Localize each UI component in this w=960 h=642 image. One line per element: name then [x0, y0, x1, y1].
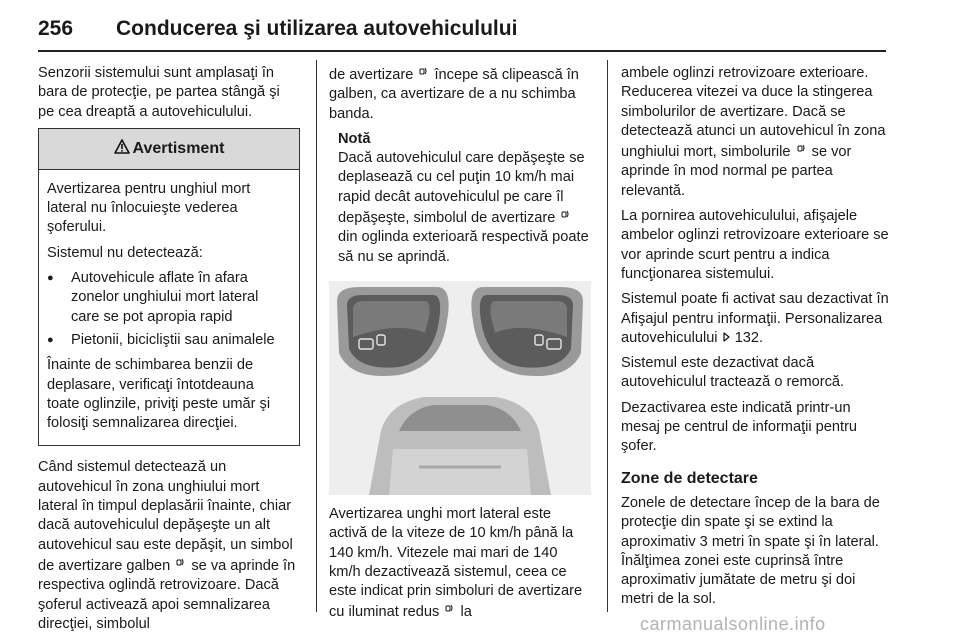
body-paragraph — [621, 64, 889, 201]
warning-title: Avertisment — [132, 140, 225, 158]
warning-text: Sistemul nu detectează: — [47, 244, 203, 261]
page-ref-icon — [722, 330, 731, 346]
blind-spot-icon — [797, 141, 806, 160]
list-item: ● Pietonii, bicicliştii sau animalele — [47, 331, 289, 350]
note-text — [338, 149, 593, 267]
warning-header — [39, 129, 299, 170]
body-paragraph: La pornirea autovehiculului, afişajele ambelor oglinzi retrovizoare exterioare se vor aprinde scurt pentru a indica funcţionarea sistemului. — [621, 208, 889, 282]
body-paragraph — [38, 458, 300, 634]
column-3 — [621, 64, 889, 616]
text-span: de avertizare — [329, 67, 414, 83]
blind-spot-icon — [561, 207, 570, 226]
note-block — [329, 130, 593, 267]
text-span: din oglinda exterioară respectivă poate să nu se aprindă. — [338, 229, 589, 265]
warning-body — [39, 170, 299, 446]
column-divider — [316, 60, 317, 612]
text-span: la — [460, 604, 472, 621]
body-paragraph — [621, 290, 889, 348]
text-span: ambele oglinzi retrovizoare exterioare. Reducerea vitezei va duce la stingerea simbolurilor de avertizare. Dacă se detectează atunci un autovehicul în zona unghiului mort, simbolurile — [621, 65, 886, 161]
column-2 — [329, 64, 593, 629]
warning-text: Înainte de schimbarea benzii de deplasare, verificaţi întotdeauna toate oglinzile, priviţi peste umăr şi folosiţi semnalizarea direcţiei. — [47, 357, 271, 432]
list-item: ● Autovehicule aflate în afara zonelor unghiului mort lateral care se pot apropia rapid — [47, 269, 289, 327]
column-divider — [607, 60, 608, 612]
blind-spot-icon — [445, 601, 454, 620]
blind-spot-icon — [176, 555, 185, 574]
intro-paragraph: Senzorii sistemului sunt amplasaţi în bara de protecţie, pe partea stângă şi pe cea dreaptă a autovehiculului. — [38, 65, 280, 120]
text-span: Sistemul poate fi activat sau dezactivat în Afişajul pentru informaţii. Personalizarea autovehiculului — [621, 291, 889, 346]
text-span: Dacă autovehiculul care depăşeşte se deplasează cu cel puţin 10 km/h mai rapid decât autovehiculul pe care îl depăşeşte, simbolul de avertizare — [338, 150, 585, 227]
body-paragraph — [329, 505, 593, 623]
watermark: carmanualsonline.info — [640, 614, 826, 634]
body-paragraph: Dezactivarea este indicată printr-un mesaj pe centrul de informaţii pentru şofer. — [621, 399, 858, 455]
section-heading: Zone de detectare — [621, 469, 758, 487]
mirrors-illustration — [329, 281, 591, 495]
page-reference[interactable]: 132. — [734, 329, 764, 346]
text-span: se va aprinde în respectiva oglindă retrovizoare. Dacă şoferul activează apoi semnalizarea direcţiei, simbolul — [38, 557, 296, 632]
text-span: începe să clipească în galben, ca avertizare de a nu schimba banda. — [329, 67, 579, 122]
text-span: Când sistemul detectează un autovehicul în zona unghiului mort lateral în timpul deplasării înainte, chiar dacă autovehiculul depăşeşte un alt autovehicul sau este depăşit, un simbol de avertizare galben — [38, 459, 293, 574]
page-title: Conducerea şi utilizarea autovehiculului — [116, 17, 518, 40]
text-span: Avertizarea unghi mort lateral este activă de la viteze de 10 km/h până la 140 km/h. Vitezele mai mari de 140 km/h dezactivează sistemul, ceea ce este indicat prin simboluri de avertizare cu iluminat redus — [329, 505, 583, 621]
warning-list — [47, 269, 289, 350]
text-span: se vor aprinde în mod normal pe partea relevantă. — [621, 144, 852, 199]
warning-icon — [114, 139, 130, 159]
body-paragraph — [329, 64, 593, 124]
body-paragraph: Sistemul este dezactivat dacă autovehiculul tractează o remorcă. — [621, 355, 845, 391]
column-1 — [38, 64, 300, 640]
page-header — [38, 8, 886, 52]
warning-box — [38, 128, 300, 447]
page-number: 256 — [38, 17, 74, 40]
body-paragraph: Zonele de detectare încep de la bara de protecţie din spate şi se extind la aproximativ 3 metri în spate şi în lateral. Înălţimea zonei este cuprinsă între aproximativ jumătate de metru şi doi metri de la sol. — [621, 494, 880, 608]
note-title: Notă — [338, 130, 371, 147]
blind-spot-icon — [419, 64, 428, 83]
warning-text: Avertizarea pentru unghiul mort lateral nu înlocuieşte vederea şoferului. — [47, 180, 251, 236]
